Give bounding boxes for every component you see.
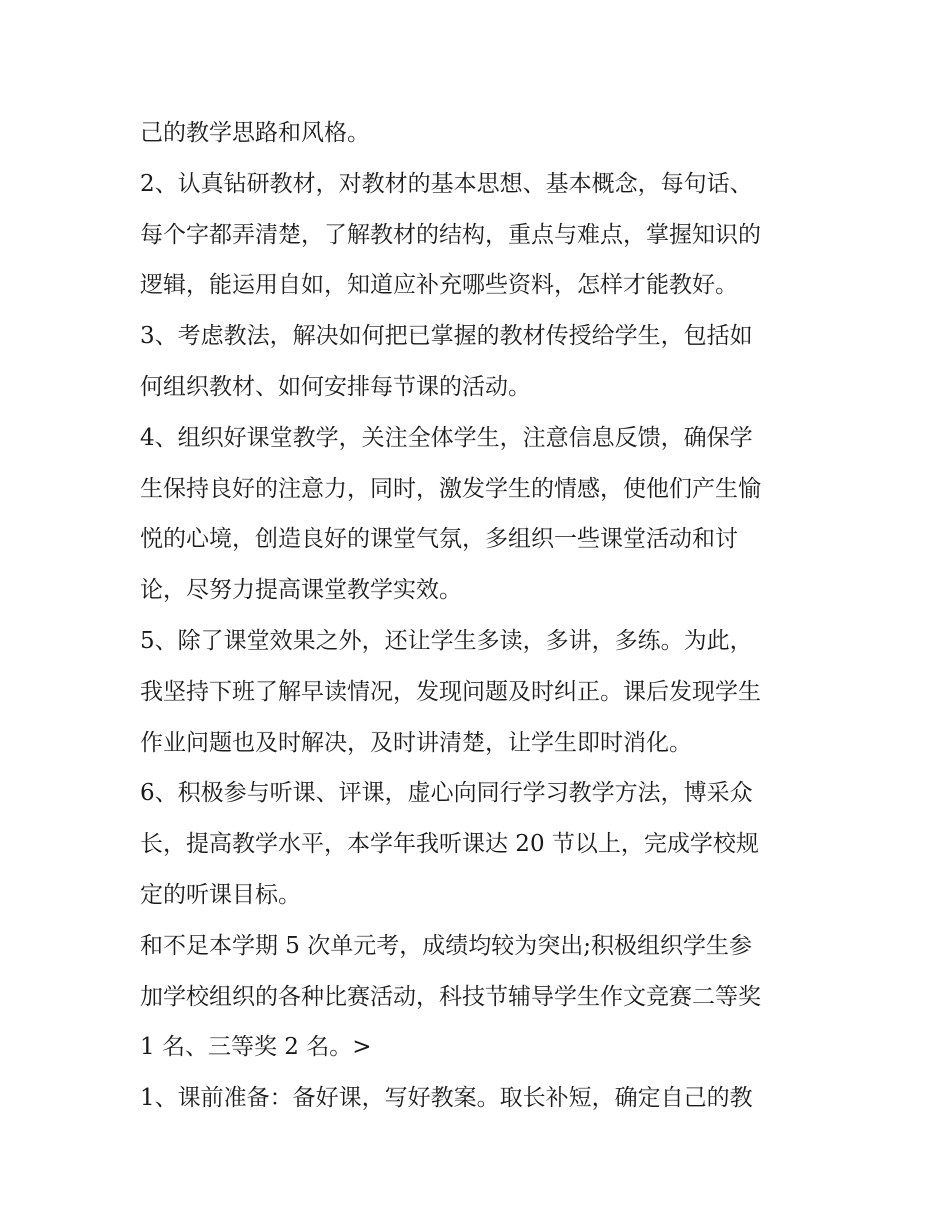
text-line: 作业问题也及时解决，及时讲清楚，让学生即时消化。 <box>140 729 692 756</box>
text-line: 2、认真钻研教材，对教材的基本思想、基本概念，每句话、 <box>140 170 753 197</box>
text-line: 5、除了课堂效果之外，还让学生多读，多讲，多练。为此， <box>140 627 753 654</box>
text-line: 4、组织好课堂教学，关注全体学生，注意信息反馈，确保学 <box>140 424 753 451</box>
text-line: 定的听课目标。 <box>140 881 301 908</box>
text-line: 长，提高教学水平，本学年我听课达 20 节以上，完成学校规 <box>140 831 759 858</box>
text-line: 加学校组织的各种比赛活动，科技节辅导学生作文竞赛二等奖 <box>140 983 761 1010</box>
text-line: 我坚持下班了解早读情况，发现问题及时纠正。课后发现学生 <box>140 678 761 705</box>
text-line: 6、积极参与听课、评课，虚心向同行学习教学方法，博采众 <box>140 780 753 807</box>
text-line: 每个字都弄清楚，了解教材的结构，重点与难点，掌握知识的 <box>140 221 761 248</box>
text-line: 何组织教材、如何安排每节课的活动。 <box>140 373 531 400</box>
text-line: 1、课前准备：备好课，写好教案。取长补短，确定自己的教 <box>140 1085 753 1112</box>
text-line: 悦的心境，创造良好的课堂气氛，多组织一些课堂活动和讨 <box>140 526 738 553</box>
text-line: 生保持良好的注意力，同时，激发学生的情感，使他们产生愉 <box>140 475 761 502</box>
text-line: 逻辑，能运用自如，知道应补充哪些资料，怎样才能教好。 <box>140 272 738 299</box>
text-line: 3、考虑教法，解决如何把已掌握的教材传授给学生，包括如 <box>140 323 753 350</box>
text-line: 论，尽努力提高课堂教学实效。 <box>140 577 462 604</box>
text-line: 和不足本学期 5 次单元考，成绩均较为突出;积极组织学生参 <box>140 932 753 959</box>
text-line: 己的教学思路和风格。 <box>140 120 370 146</box>
document-body <box>140 108 820 1124</box>
text-line: 1 名、三等奖 2 名。> <box>140 1034 372 1061</box>
